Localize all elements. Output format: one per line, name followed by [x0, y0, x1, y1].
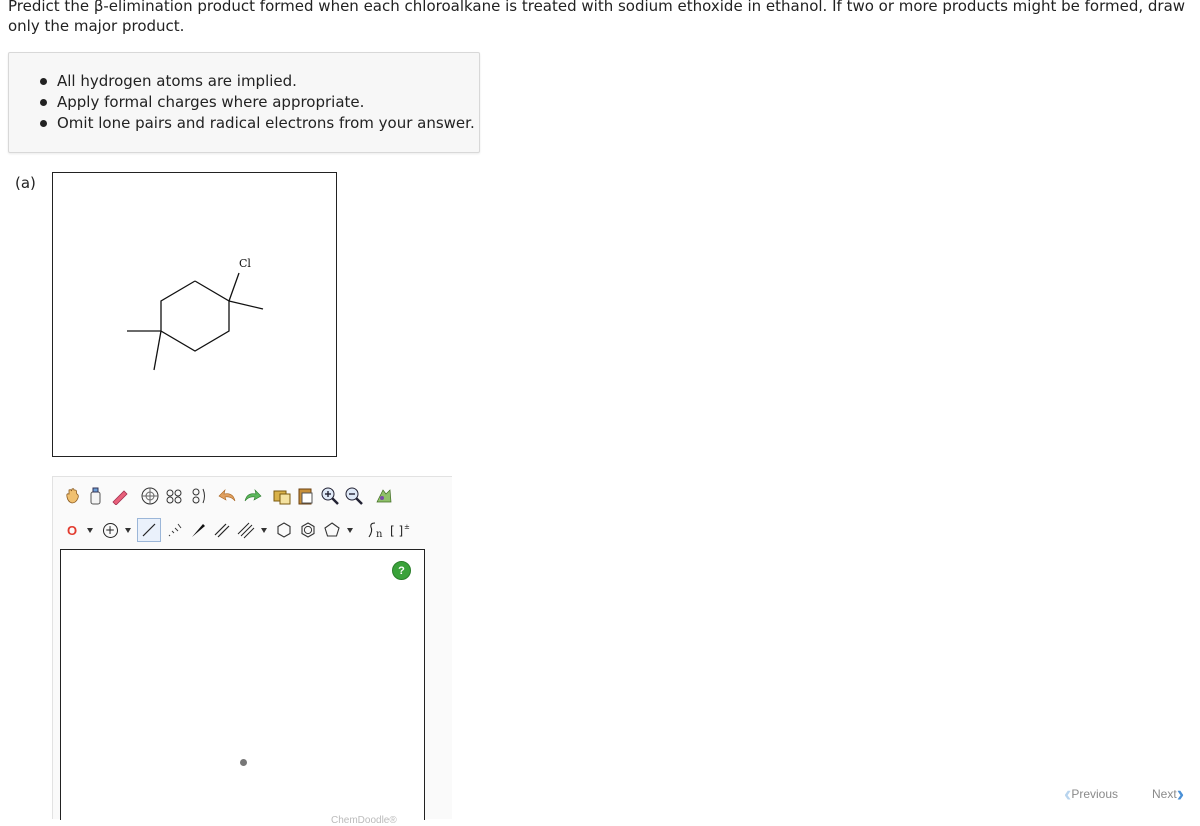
next-button[interactable]: [1152, 781, 1185, 806]
bond-dropdown-icon[interactable]: [261, 528, 267, 533]
zoom-out-icon[interactable]: [343, 485, 365, 507]
clean-icon[interactable]: [373, 485, 395, 507]
chemdoodle-editor: [52, 476, 452, 826]
undo-icon[interactable]: [217, 485, 239, 507]
paste-icon[interactable]: [271, 485, 293, 507]
double-bond-icon[interactable]: [211, 519, 233, 541]
ring-template-icon[interactable]: [139, 485, 161, 507]
instructions-box: [8, 52, 480, 153]
clipboard-icon[interactable]: [295, 485, 317, 507]
editor-toolbar-top: [61, 484, 397, 508]
pencil-icon[interactable]: [109, 485, 131, 507]
instruction-item: All hydrogen atoms are implied.: [57, 71, 479, 92]
cyclohexane-ring: [161, 281, 229, 351]
bond-methyl-right: [229, 301, 263, 309]
chevron-right-icon: ›: [1176, 781, 1185, 806]
atom-o-icon[interactable]: O: [66, 522, 78, 538]
bond-to-cl: [229, 273, 239, 301]
editor-toolbar-bottom: [61, 518, 413, 542]
molecule-drawing: [53, 173, 336, 456]
cyclohexane-icon[interactable]: [273, 519, 295, 541]
single-bond-icon[interactable]: [137, 518, 161, 542]
triple-bond-icon[interactable]: [235, 519, 257, 541]
charge-dropdown-icon[interactable]: [125, 528, 131, 533]
instruction-item: Omit lone pairs and radical electrons from your answer.: [57, 113, 479, 134]
next-label: Next: [1152, 787, 1177, 801]
bracket-charge-icon[interactable]: [389, 519, 411, 541]
chevron-left-icon: ‹: [1064, 781, 1072, 806]
chlorine-atom-label: Cl: [239, 257, 251, 270]
drawing-canvas[interactable]: [60, 549, 425, 826]
benzene-icon[interactable]: [297, 519, 319, 541]
hand-icon[interactable]: [61, 485, 83, 507]
help-button[interactable]: ?: [392, 561, 411, 580]
ring-dropdown-icon[interactable]: [347, 528, 353, 533]
zoom-in-icon[interactable]: [319, 485, 341, 507]
molecule-structure: [52, 172, 337, 457]
atom-dropdown-icon[interactable]: [87, 528, 93, 533]
charge-plus-icon[interactable]: +: [99, 519, 121, 541]
wedge-bond-icon[interactable]: [187, 519, 209, 541]
bullet-icon: [40, 78, 47, 85]
sn-bracket-icon[interactable]: [365, 519, 387, 541]
pentagon-icon[interactable]: [321, 519, 343, 541]
hashed-bond-icon[interactable]: [163, 519, 185, 541]
eraser-bottle-icon[interactable]: [85, 485, 107, 507]
chemdoodle-watermark: ChemDoodle®: [331, 815, 397, 826]
brackets-template-icon[interactable]: [187, 485, 209, 507]
part-label: (a): [15, 174, 36, 192]
redo-icon[interactable]: [241, 485, 263, 507]
chain-template-icon[interactable]: [163, 485, 185, 507]
svg-text:±: ±: [404, 523, 410, 531]
svg-text:[ ]: [ ]: [390, 524, 404, 538]
svg-text:n: n: [376, 529, 383, 539]
bullet-icon: [40, 99, 47, 106]
question-text: Predict the β-elimination product formed when each chloroalkane is treated with sodium ethoxide in ethanol. If two or more products might be formed, draw only the major product.: [8, 0, 1186, 35]
bullet-icon: [40, 120, 47, 127]
bond-methyl-down: [154, 331, 161, 370]
previous-label: Previous: [1071, 787, 1119, 801]
previous-button[interactable]: [1064, 781, 1119, 806]
canvas-center-dot: [240, 759, 247, 766]
instruction-item: Apply formal charges where appropriate.: [57, 92, 479, 113]
